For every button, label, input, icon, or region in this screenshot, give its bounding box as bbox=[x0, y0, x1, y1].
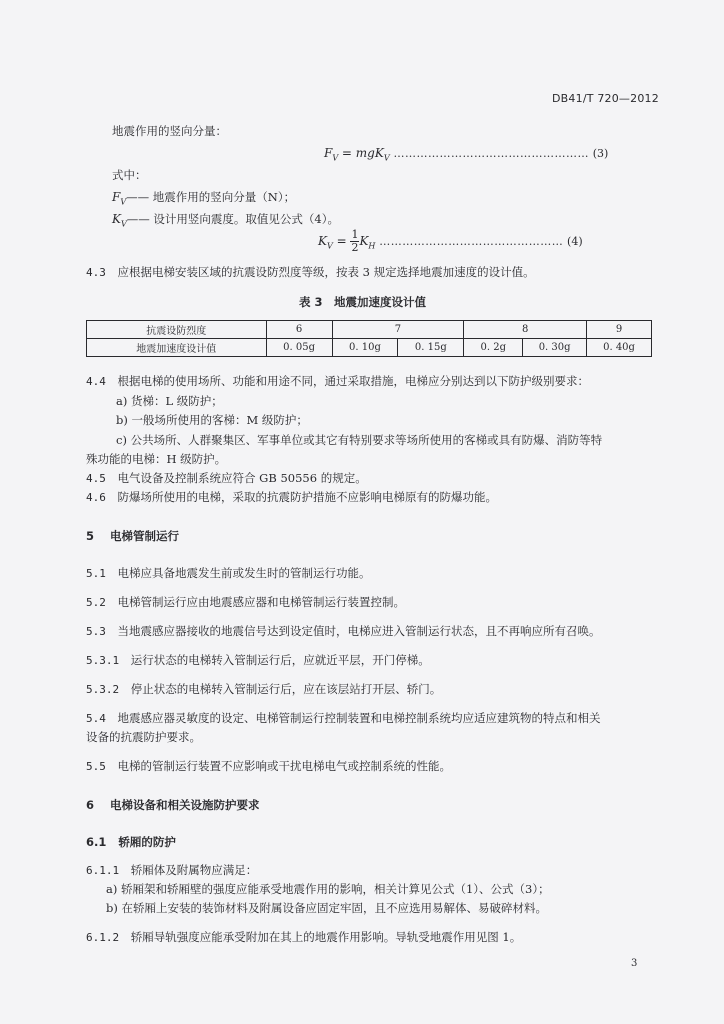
clause-5-2-text: 电梯管制运行应由地震感应器和电梯管制运行装置控制。 bbox=[117, 595, 406, 609]
formula4-denominator: 2 bbox=[351, 241, 359, 254]
formula4-number: (4) bbox=[567, 235, 583, 248]
section-5-heading bbox=[86, 528, 179, 544]
clause-6-1-1-a: a) 轿厢架和轿厢壁的强度应能承受地震作用的影响，相关计算见公式（1）、公式（3）； bbox=[106, 882, 550, 896]
table-cell: 8 bbox=[464, 321, 587, 339]
clause-5-1-text: 电梯应具备地震发生前或发生时的管制运行功能。 bbox=[117, 566, 371, 580]
clause-5-5-text: 电梯的管制运行装置不应影响或干扰电梯电气或控制系统的性能。 bbox=[117, 759, 452, 773]
formula4-dots: ………………………………………… bbox=[379, 235, 564, 248]
clause-5-3-number: 5.3 bbox=[86, 625, 106, 638]
clause-4-4 bbox=[86, 374, 589, 389]
clause-5-3-2-number: 5.3.2 bbox=[86, 683, 120, 696]
formula3-rhs-sub: V bbox=[383, 153, 390, 163]
clause-4-4-c: c) 公共场所、人群聚集区、军事单位或其它有特别要求等场所使用的客梯或具有防爆、消防等特 bbox=[116, 433, 603, 447]
formula4-k: K bbox=[359, 234, 369, 248]
where-item2-symbol: K bbox=[112, 212, 121, 226]
formula3-intro: 地震作用的竖向分量： bbox=[112, 124, 227, 138]
table-cell: 0. 40g bbox=[587, 339, 652, 357]
clause-4-3-number: 4.3 bbox=[86, 266, 106, 279]
section-6-heading bbox=[86, 797, 260, 813]
formula4-numerator: 1 bbox=[351, 228, 359, 241]
clause-6-1-heading bbox=[86, 834, 176, 850]
table-cell: 地震加速度设计值 bbox=[87, 339, 267, 357]
clause-4-6-number: 4.6 bbox=[86, 491, 106, 504]
clause-4-4-c-cont: 殊功能的电梯：H 级防护。 bbox=[86, 452, 227, 466]
clause-6-1-2-number: 6.1.2 bbox=[86, 931, 120, 944]
clause-6-1-title: 轿厢的防护 bbox=[118, 835, 176, 849]
clause-5-1 bbox=[86, 566, 371, 581]
clause-4-3 bbox=[86, 265, 535, 280]
formula-4 bbox=[318, 229, 583, 254]
clause-5-3-text: 当地震感应器接收的地震信号达到设定值时，电梯应进入管制运行状态，且不再响应所有召唤。 bbox=[117, 624, 601, 638]
clause-6-1-number: 6.1 bbox=[86, 835, 107, 849]
clause-5-4-text: 地震感应器灵敏度的设定、电梯管制运行控制装置和电梯控制系统均应适应建筑物的特点和相关 bbox=[117, 711, 601, 725]
clause-5-5 bbox=[86, 759, 451, 774]
where-item2-sub: V bbox=[120, 219, 127, 229]
clause-5-4 bbox=[86, 711, 601, 726]
clause-5-2 bbox=[86, 595, 405, 610]
clause-5-3 bbox=[86, 624, 601, 639]
clause-5-4-cont: 设备的抗震防护要求。 bbox=[86, 730, 201, 744]
table-cell: 7 bbox=[332, 321, 464, 339]
clause-6-1-1 bbox=[86, 863, 257, 878]
section-6-number: 6 bbox=[86, 798, 95, 812]
table-cell: 抗震设防烈度 bbox=[87, 321, 267, 339]
formula3-lhs: F bbox=[324, 146, 333, 160]
clause-4-6 bbox=[86, 490, 497, 505]
clause-4-5-text: 电气设备及控制系统应符合 GB 50556 的规定。 bbox=[117, 471, 367, 485]
table3-caption: 表 3 地震加速度设计值 bbox=[299, 295, 427, 309]
clause-5-3-2-text: 停止状态的电梯转入管制运行后，应在该层站打开层、轿门。 bbox=[130, 682, 442, 696]
formula4-lhs-sub: V bbox=[326, 241, 333, 251]
table-cell: 6 bbox=[266, 321, 332, 339]
table-row bbox=[87, 339, 652, 357]
formula3-dots: …………………………………………… bbox=[393, 147, 589, 160]
where-item2-text: —— 设计用竖向震度。取值见公式（4）。 bbox=[126, 212, 339, 226]
clause-4-4-b: b) 一般场所使用的客梯：M 级防护； bbox=[116, 413, 308, 427]
clause-6-1-1-b: b) 在轿厢上安装的装饰材料及附属设备应固定牢固，且不应选用易解体、易破碎材料。 bbox=[106, 901, 547, 915]
clause-5-5-number: 5.5 bbox=[86, 760, 106, 773]
formula-3 bbox=[324, 146, 608, 162]
clause-6-1-2-text: 轿厢导轨强度应能承受附加在其上的地震作用影响。导轨受地震作用见图 1。 bbox=[130, 930, 522, 944]
where-item1-symbol: F bbox=[112, 190, 121, 204]
clause-5-3-2 bbox=[86, 682, 441, 697]
formula3-lhs-sub: V bbox=[332, 153, 339, 163]
clause-4-4-text: 根据电梯的使用场所、功能和用途不同，通过采取措施，电梯应分别达到以下防护级别要求： bbox=[117, 374, 590, 388]
clause-5-3-1-text: 运行状态的电梯转入管制运行后，应就近平层，开门停梯。 bbox=[130, 653, 430, 667]
clause-5-2-number: 5.2 bbox=[86, 596, 106, 609]
section-5-title: 电梯管制运行 bbox=[110, 529, 180, 543]
clause-5-1-number: 5.1 bbox=[86, 567, 106, 580]
clause-5-4-number: 5.4 bbox=[86, 712, 106, 725]
formula3-number: (3) bbox=[592, 147, 609, 160]
table-cell: 0. 30g bbox=[523, 339, 587, 357]
table-cell: 0. 05g bbox=[266, 339, 332, 357]
table-cell: 0. 10g bbox=[332, 339, 398, 357]
clause-4-5 bbox=[86, 471, 367, 486]
clause-4-4-number: 4.4 bbox=[86, 375, 106, 388]
clause-5-3-1 bbox=[86, 653, 430, 668]
formula4-eq: = bbox=[332, 234, 351, 248]
clause-4-4-a: a) 货梯：L 级防护； bbox=[116, 394, 223, 408]
clause-4-3-text: 应根据电梯安装区域的抗震设防烈度等级，按表 3 规定选择地震加速度的设计值。 bbox=[117, 265, 535, 279]
section-5-number: 5 bbox=[86, 529, 95, 543]
where-item-kv bbox=[112, 212, 339, 231]
clause-6-1-1-text: 轿厢体及附属物应满足： bbox=[130, 863, 258, 877]
table-cell: 0. 15g bbox=[398, 339, 464, 357]
formula4-lhs: K bbox=[318, 234, 327, 248]
page-number: 3 bbox=[631, 958, 638, 969]
clause-6-1-2 bbox=[86, 930, 521, 945]
table-cell: 0. 2g bbox=[464, 339, 523, 357]
clause-4-5-number: 4.5 bbox=[86, 472, 106, 485]
clause-5-3-1-number: 5.3.1 bbox=[86, 654, 120, 667]
section-6-title: 电梯设备和相关设施防护要求 bbox=[110, 798, 260, 812]
table-row bbox=[87, 321, 652, 339]
formula3-eq: = mgK bbox=[338, 146, 384, 160]
formula4-k-sub: H bbox=[368, 241, 376, 251]
clause-4-6-text: 防爆场所使用的电梯，采取的抗震防护措施不应影响电梯原有的防爆功能。 bbox=[117, 490, 498, 504]
table-cell: 9 bbox=[587, 321, 652, 339]
table-3 bbox=[86, 320, 652, 357]
document-id: DB41/T 720—2012 bbox=[552, 92, 659, 105]
clause-6-1-1-number: 6.1.1 bbox=[86, 864, 120, 877]
where-item-fv bbox=[112, 190, 295, 209]
where-label: 式中： bbox=[112, 168, 147, 182]
where-item1-text: —— 地震作用的竖向分量（N）； bbox=[126, 190, 296, 204]
where-item1-sub: V bbox=[120, 197, 127, 207]
